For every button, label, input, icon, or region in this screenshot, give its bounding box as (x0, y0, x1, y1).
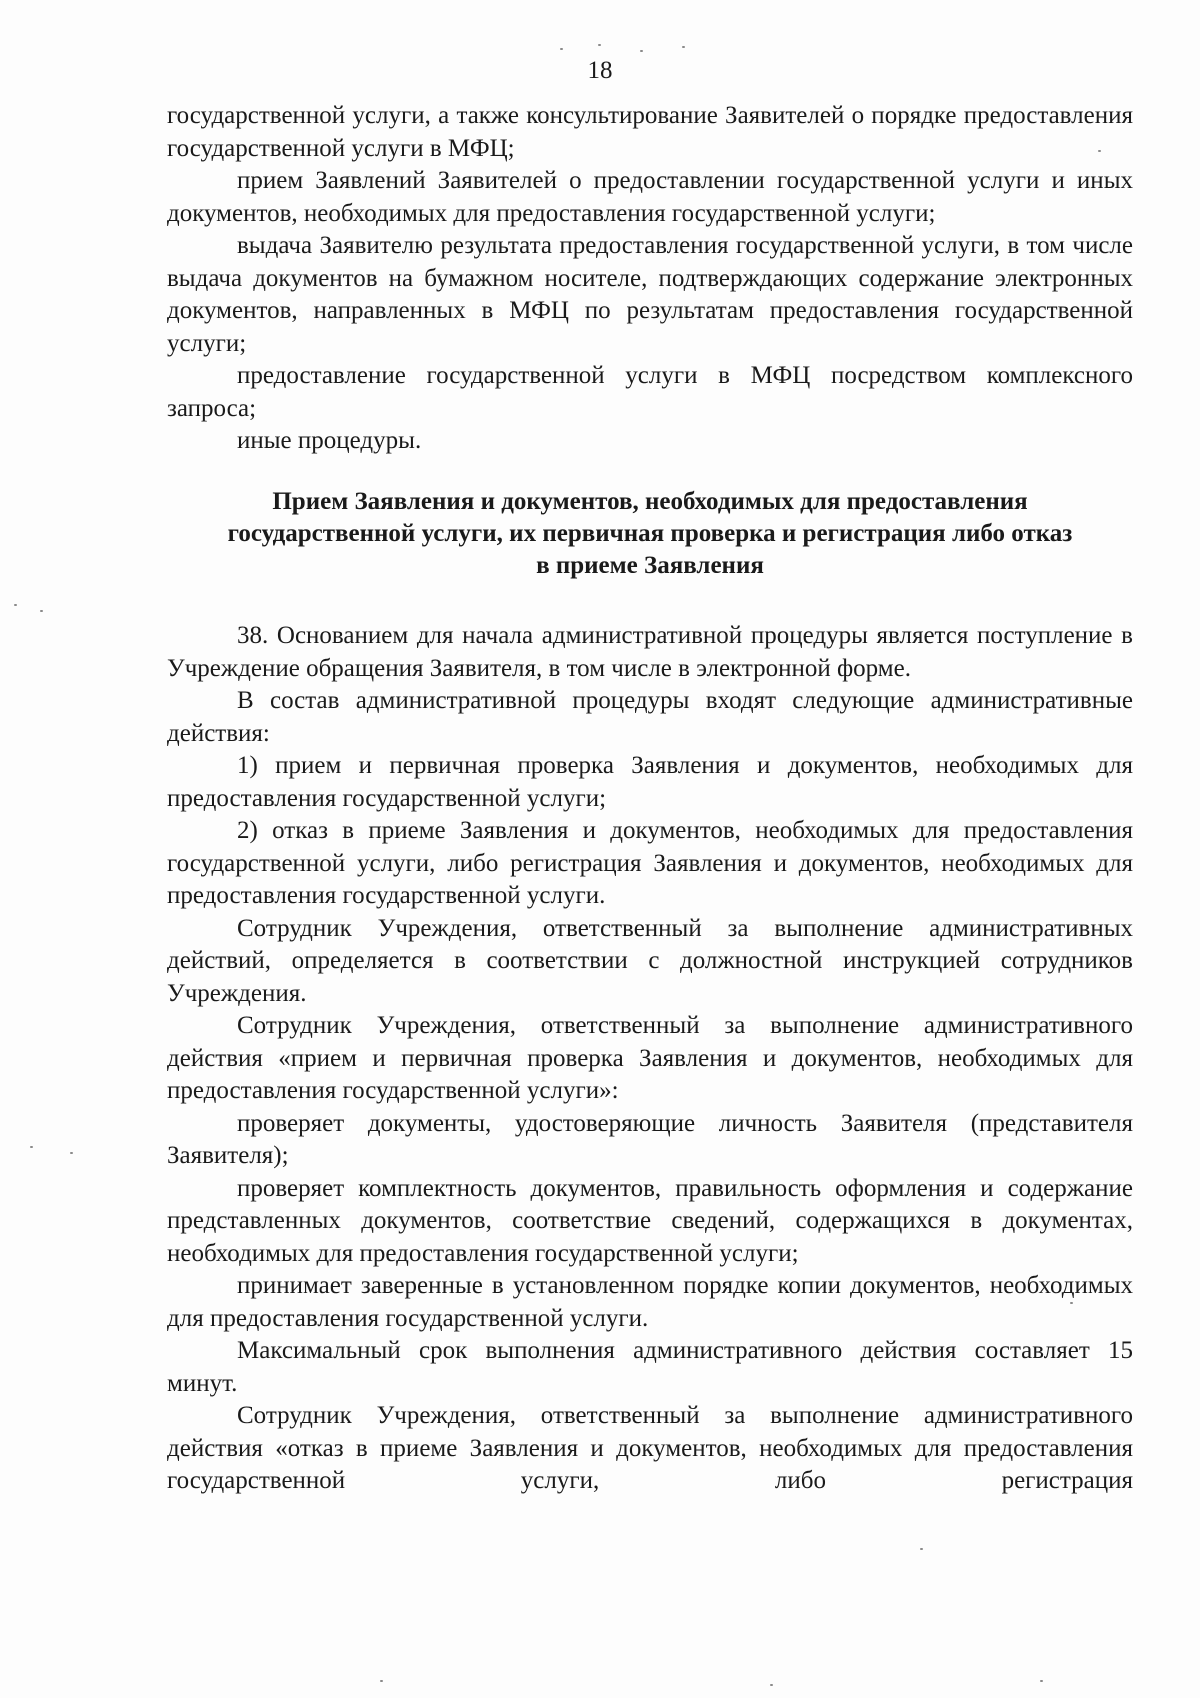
intro-paragraph-4: предоставление государственной услуги в МФЦ посредством комплексного запроса; (167, 362, 1133, 422)
section-body (167, 620, 1133, 1498)
intro-paragraph-2: прием Заявлений Заявителей о предоставлении государственной услуги и иных документов, необходимых для предоставления государственной услуги; (167, 167, 1133, 227)
scan-speck (1098, 150, 1101, 152)
scan-speck (380, 1680, 383, 1682)
body-paragraph-3: 1) прием и первичная проверка Заявления и документов, необходимых для предоставления государственной услуги; (167, 752, 1133, 812)
intro-paragraph-3: выдача Заявителю результата предоставления государственной услуги, в том числе выдача документов на бумажном носителе, подтверждающих содержание электронных документов, направленных в МФЦ по результатам предоставления государственной услуги; (167, 232, 1133, 357)
body-paragraph-11: Сотрудник Учреждения, ответственный за выполнение административного действия «отказ в приеме Заявления и документов, необходимых для предоставления государственной услуги, либо регистрация (167, 1402, 1133, 1494)
scan-speck (1040, 1680, 1043, 1682)
scan-speck (920, 1548, 923, 1550)
body-paragraph-1: 38. Основанием для начала административной процедуры является поступление в Учреждение обращения Заявителя, в том числе в электронной форме. (167, 622, 1133, 682)
scan-speck (40, 610, 43, 612)
body-paragraph-5: Сотрудник Учреждения, ответственный за выполнение административных действий, определяется в соответствии с должностной инструкцией сотрудников Учреждения. (167, 914, 1133, 1007)
scan-speck (640, 50, 643, 52)
section-heading-line-3: в приеме Заявления (536, 552, 764, 579)
body-paragraph-2: В состав административной процедуры входят следующие административные действия: (167, 687, 1133, 747)
section-heading-line-2: государственной услуги, их первичная проверка и регистрация либо отказ (227, 520, 1073, 547)
body-paragraph-9: принимает заверенные в установленном порядке копии документов, необходимых для предоставления государственной услуги. (167, 1272, 1133, 1332)
scan-speck (560, 48, 563, 50)
scan-speck (70, 1152, 73, 1154)
intro-list (167, 100, 1133, 458)
scan-speck (14, 604, 17, 606)
intro-paragraph-5: иные процедуры. (237, 427, 422, 454)
scan-speck (682, 46, 685, 48)
body-paragraph-8: проверяет комплектность документов, правильность оформления и содержание представленных документов, соответствие сведений, содержащихся в документах, необходимых для предоставления государственной услуги; (167, 1174, 1133, 1267)
scan-speck (770, 1684, 773, 1686)
body-paragraph-6: Сотрудник Учреждения, ответственный за выполнение административного действия «прием и первичная проверка Заявления и документов, необходимых для предоставления государственной услуги»: (167, 1012, 1133, 1104)
body-paragraph-10: Максимальный срок выполнения административного действия составляет 15 минут. (167, 1337, 1133, 1397)
body-paragraph-4: 2) отказ в приеме Заявления и документов, необходимых для предоставления государственной услуги, либо регистрация Заявления и документов, необходимых для предоставления государственной услуги. (167, 817, 1133, 909)
section-heading (167, 486, 1133, 582)
scan-speck (30, 1146, 33, 1148)
section-heading-line-1: Прием Заявления и документов, необходимых для предоставления (272, 488, 1028, 515)
scan-speck (1070, 1302, 1073, 1304)
body-paragraph-7: проверяет документы, удостоверяющие личность Заявителя (представителя Заявителя); (167, 1109, 1133, 1169)
scan-speck (598, 44, 601, 46)
intro-paragraph-1: государственной услуги, а также консультирование Заявителей о порядке предоставления государственной услуги в МФЦ; (167, 102, 1133, 162)
page-number: 18 (587, 57, 613, 84)
